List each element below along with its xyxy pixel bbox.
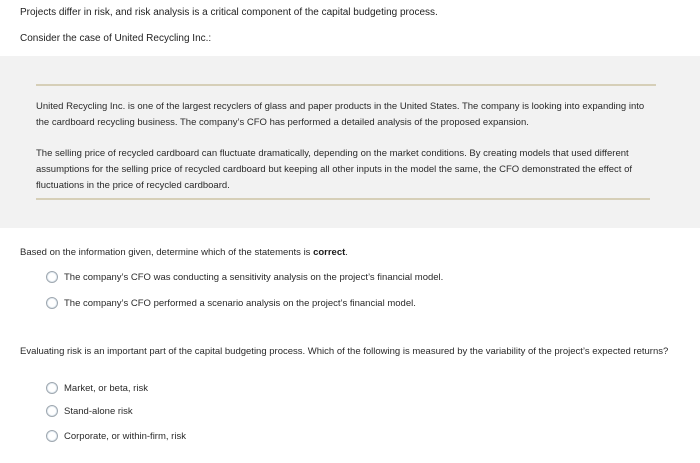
scenario-paragraph-2: The selling price of recycled cardboard can fluctuate dramatically, depending on the market conditions. By creating models that used different assumptions for the selling price of recycled cardboard but keeping all other inputs in the model the same, the CFO demonstrated the effect of fluctuations in the price of recycled cardboard. (36, 148, 633, 191)
question-1-option-2[interactable] (46, 297, 416, 309)
consider-text: Consider the case of United Recycling Inc.: (20, 33, 212, 44)
option-label: The company’s CFO was conducting a sensitivity analysis on the project’s financial model. (64, 271, 444, 283)
option-label: Corporate, or within-firm, risk (64, 430, 186, 442)
radio-button[interactable] (46, 382, 58, 394)
question-2-option-2[interactable] (46, 405, 133, 417)
radio-button[interactable] (46, 271, 58, 283)
radio-button[interactable] (46, 297, 58, 309)
scenario-paragraph-1: United Recycling Inc. is one of the largest recyclers of glass and paper products in the United States. The company is looking into expanding into the cardboard recycling business. The company’s CFO has performed a detailed analysis of the proposed expansion. (36, 101, 645, 128)
scenario-divider-bottom (36, 198, 650, 200)
question-1-prompt (20, 245, 680, 261)
question-1-prefix: Based on the information given, determine which of the statements is (20, 247, 314, 258)
option-label: Stand-alone risk (64, 405, 133, 417)
question-2-prompt: Evaluating risk is an important part of the capital budgeting process. Which of the following is measured by the variability of the project’s expected returns? (20, 346, 669, 357)
scenario-divider-top (36, 84, 656, 86)
radio-button[interactable] (46, 405, 58, 417)
question-2-option-3[interactable] (46, 430, 186, 442)
scenario-panel (0, 56, 700, 228)
question-2-option-1[interactable] (46, 382, 148, 394)
question-1-emphasis: correct (313, 247, 346, 258)
option-label: Market, or beta, risk (64, 382, 148, 394)
intro-text: Projects differ in risk, and risk analysis is a critical component of the capital budgeting process. (20, 7, 438, 18)
question-1-option-1[interactable] (46, 271, 443, 283)
question-1-suffix: . (345, 247, 348, 258)
option-label: The company’s CFO performed a scenario analysis on the project’s financial model. (64, 297, 416, 309)
radio-button[interactable] (46, 430, 58, 442)
